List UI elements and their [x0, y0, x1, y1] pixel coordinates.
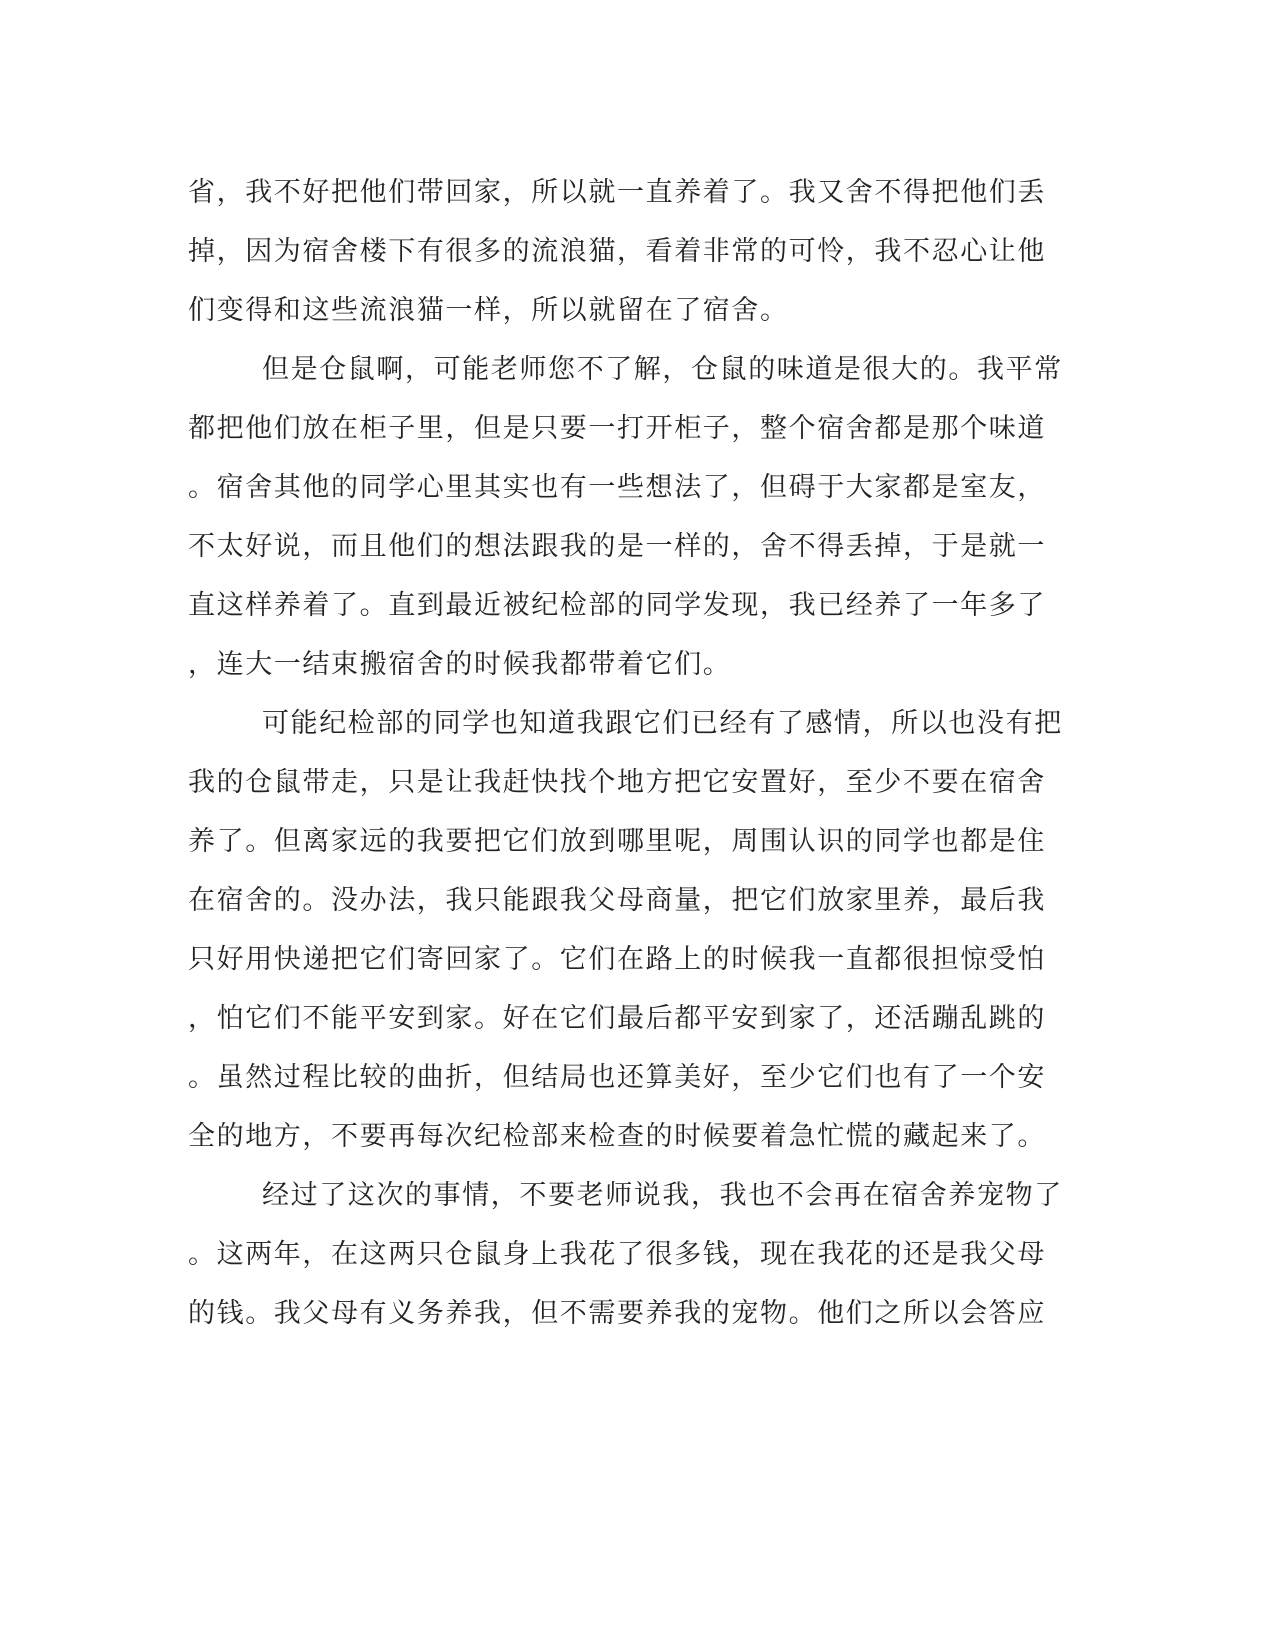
text-line: 省，我不好把他们带回家，所以就一直养着了。我又舍不得把他们丢	[188, 177, 1046, 208]
text-line: 掉，因为宿舍楼下有很多的流浪猫，看着非常的可怜，我不忍心让他	[188, 236, 1046, 267]
text-line: 我的仓鼠带走，只是让我赶快找个地方把它安置好，至少不要在宿舍	[188, 767, 1046, 798]
paragraph-start-line: 可能纪检部的同学也知道我跟它们已经有了感情，所以也没有把	[262, 708, 1063, 739]
text-line: 的钱。我父母有义务养我，但不需要养我的宠物。他们之所以会答应	[188, 1298, 1046, 1329]
text-line: 。宿舍其他的同学心里其实也有一些想法了，但碍于大家都是室友，	[188, 472, 1046, 503]
text-line: 只好用快递把它们寄回家了。它们在路上的时候我一直都很担惊受怕	[188, 944, 1046, 975]
text-line: ，怕它们不能平安到家。好在它们最后都平安到家了，还活蹦乱跳的	[188, 1003, 1046, 1034]
document-body	[188, 163, 1068, 1343]
text-line: 。这两年，在这两只仓鼠身上我花了很多钱，现在我花的还是我父母	[188, 1239, 1046, 1270]
text-line: 直这样养着了。直到最近被纪检部的同学发现，我已经养了一年多了	[188, 590, 1046, 621]
text-line: 不太好说，而且他们的想法跟我的是一样的，舍不得丢掉，于是就一	[188, 531, 1046, 562]
text-line: 们变得和这些流浪猫一样，所以就留在了宿舍。	[188, 295, 789, 326]
text-line: 全的地方，不要再每次纪检部来检查的时候要着急忙慌的藏起来了。	[188, 1121, 1046, 1152]
text-line: 都把他们放在柜子里，但是只要一打开柜子，整个宿舍都是那个味道	[188, 413, 1046, 444]
paragraph-start-line: 经过了这次的事情，不要老师说我，我也不会再在宿舍养宠物了	[262, 1180, 1063, 1211]
text-line: 。虽然过程比较的曲折，但结局也还算美好，至少它们也有了一个安	[188, 1062, 1046, 1093]
text-line: 养了。但离家远的我要把它们放到哪里呢，周围认识的同学也都是住	[188, 826, 1046, 857]
text-line: 在宿舍的。没办法，我只能跟我父母商量，把它们放家里养，最后我	[188, 885, 1046, 916]
text-line: ，连大一结束搬宿舍的时候我都带着它们。	[188, 649, 732, 680]
paragraph-start-line: 但是仓鼠啊，可能老师您不了解，仓鼠的味道是很大的。我平常	[262, 354, 1063, 385]
